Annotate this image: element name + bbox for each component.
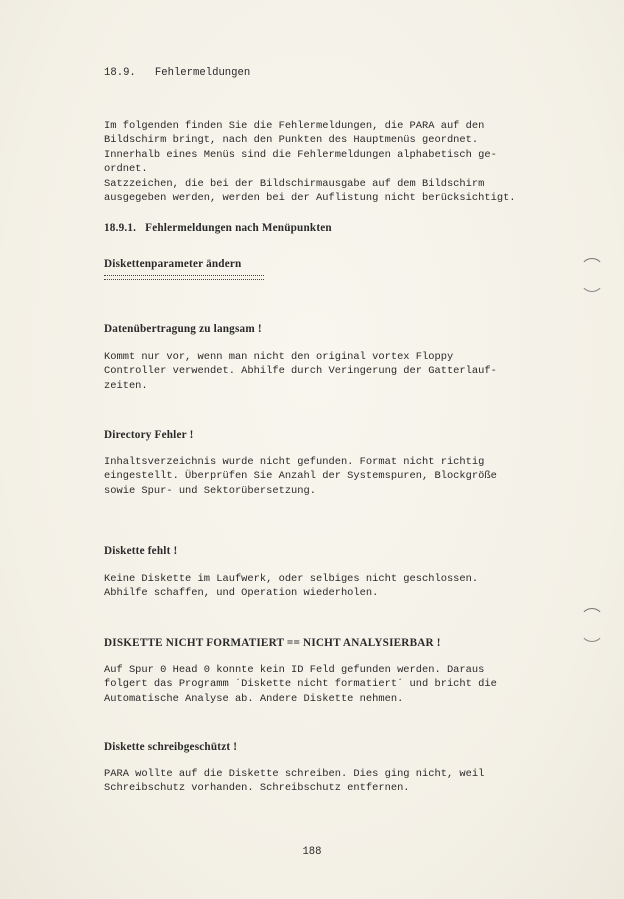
entry-line: Controller verwendet. Abhilfe durch Veringerung der Gatterlauf- [104, 365, 497, 378]
intro-line: Satzzeichen, die bei der Bildschirmausgabe auf dem Bildschirm [104, 177, 485, 190]
subsection-heading [104, 221, 534, 235]
entry-title: Diskette schreibgeschützt ! [104, 741, 238, 753]
section-heading [104, 66, 534, 80]
entry-line: Inhaltsverzeichnis wurde nicht gefunden. Format nicht richtig [104, 456, 485, 468]
entry-description [104, 663, 534, 706]
intro-line: Bildschirm bringt, nach den Punkten des Hauptmenüs geordnet. [104, 134, 479, 147]
entry-line: zeiten. [104, 379, 148, 392]
menu-heading: Diskettenparameter ändern [104, 258, 242, 270]
entry-line: Automatische Analyse ab. Andere Diskette nehmen. [104, 692, 404, 705]
entry-description [104, 350, 534, 393]
intro-line: ausgegeben werden, werden bei der Auflistung nicht berücksichtigt. [104, 192, 516, 205]
page-number: 188 [302, 846, 322, 858]
entry-title: DISKETTE NICHT FORMATIERT == NICHT ANALYSIERBAR ! [104, 637, 441, 649]
entry-line: folgert das Programm ´Diskette nicht formatiert´ und bricht die [104, 678, 497, 691]
section-title: Fehlermeldungen [154, 67, 251, 79]
entry-line: eingestellt. Überprüfen Sie Anzahl der Systemspuren, Blockgröße [104, 470, 497, 483]
entry-line: sowie Spur- und Sektorübersetzung. [104, 484, 317, 497]
intro-line: ordnet. [104, 163, 148, 176]
section-number: 18.9. [104, 67, 136, 79]
entry-description [104, 572, 534, 601]
punch-hole-mark [580, 268, 604, 292]
entry-title: Diskette fehlt ! [104, 545, 178, 557]
menu-heading-underline [104, 275, 264, 280]
entry-description [104, 767, 534, 796]
intro-line: Innerhalb eines Menüs sind die Fehlermeldungen alphabetisch ge- [104, 148, 497, 161]
punch-hole-mark [580, 618, 604, 642]
entry-title: Datenübertragung zu langsam ! [104, 323, 262, 335]
entry-line: Auf Spur 0 Head 0 konnte kein ID Feld gefunden werden. Daraus [104, 664, 485, 676]
intro-paragraph [104, 119, 534, 205]
entry-line: PARA wollte auf die Diskette schreiben. Dies ging nicht, weil [104, 768, 485, 780]
entry-line: Kommt nur vor, wenn man nicht den original vortex Floppy [104, 351, 454, 363]
intro-line: Im folgenden finden Sie die Fehlermeldungen, die PARA auf den [104, 120, 485, 132]
subsection-number: 18.9.1. [104, 222, 137, 234]
entry-title: Directory Fehler ! [104, 429, 194, 441]
entry-description [104, 455, 534, 498]
entry-line: Abhilfe schaffen, und Operation wiederholen. [104, 587, 379, 600]
entry-line: Schreibschutz vorhanden. Schreibschutz entfernen. [104, 782, 410, 795]
subsection-title: Fehlermeldungen nach Menüpunkten [145, 222, 332, 234]
entry-line: Keine Diskette im Laufwerk, oder selbiges nicht geschlossen. [104, 573, 479, 585]
